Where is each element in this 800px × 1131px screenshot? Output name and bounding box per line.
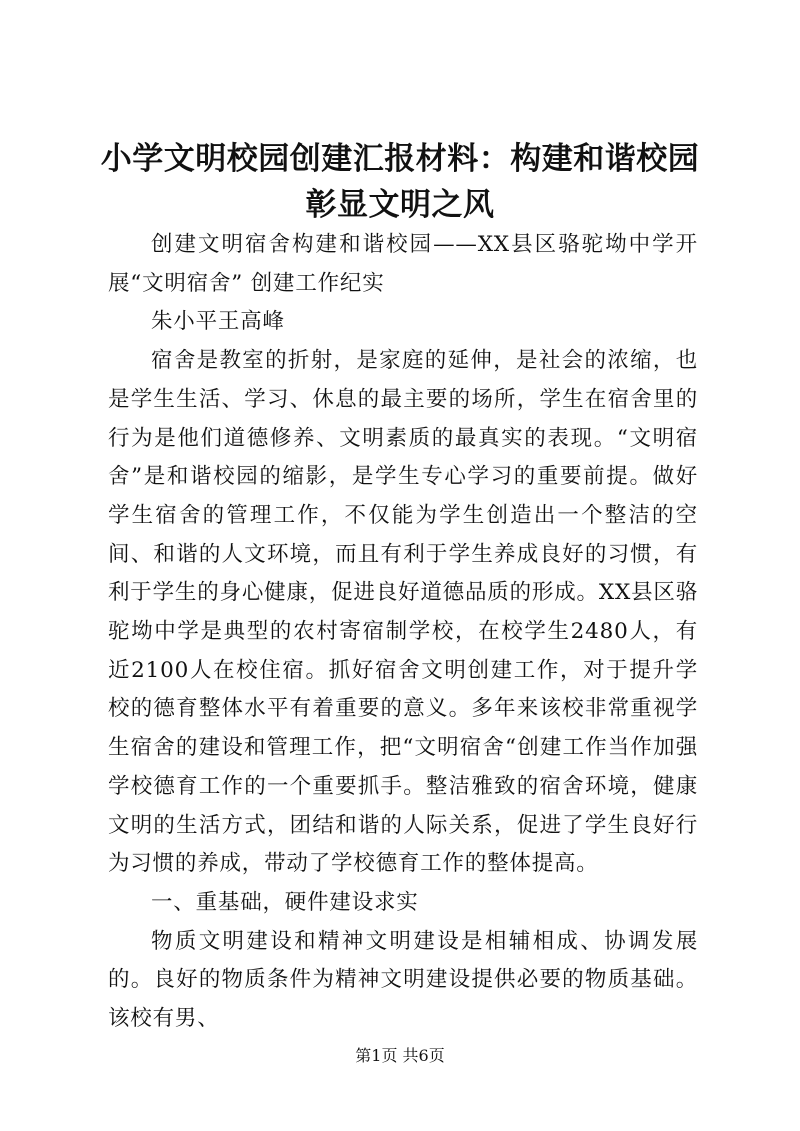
body-paragraph: 宿舍是教室的折射，是家庭的延伸，是社会的浓缩，也是学生生活、学习、休息的最主要的场所，学生在宿舍里的行为是他们道德修养、文明素质的最真实的表现。“文明宿舍”是和谐校园的缩影，是学生专心学习的重要前提。做好学生宿舍的管理工作，不仅能为学生创造出一个整洁的空间、和谐的人文环境，而且有利于学生养成良好的习惯，有利于学生的身心健康，促进良好道德品质的形成。XX县区骆驼坳中学是典型的农村寄宿制学校，在校学生2480人，有近2100人在校住宿。抓好宿舍文明创建工作，对于提升学校的德育整体水平有着重要的意义。多年来该校非常重视学生宿舍的建设和管理工作，把“文明宿舍“创建工作当作加强学校德育工作的一个重要抓手。整洁雅致的宿舍环境，健康文明的生活方式，团结和谐的人际关系，促进了学生良好行为习惯的养成，带动了学校德育工作的整体提高。 [108, 348, 698, 877]
body-paragraph: 物质文明建设和精神文明建设是相辅相成、协调发展的。良好的物质条件为精神文明建设提供必要的物质基础。该校有男、 [108, 928, 698, 1032]
document-body [108, 226, 698, 1039]
page-footer: 第1页 共6页 [355, 1046, 445, 1065]
document-title: 小学文明校园创建汇报材料：构建和谐校园彰显文明之风 [100, 141, 700, 223]
section-heading: 一、重基础，硬件建设求实 [151, 889, 419, 915]
subtitle-paragraph: 创建文明宿舍构建和谐校园——XX县区骆驼坳中学开展“文明宿舍” 创建工作纪实 [108, 232, 698, 296]
author-line: 朱小平王高峰 [151, 309, 285, 335]
